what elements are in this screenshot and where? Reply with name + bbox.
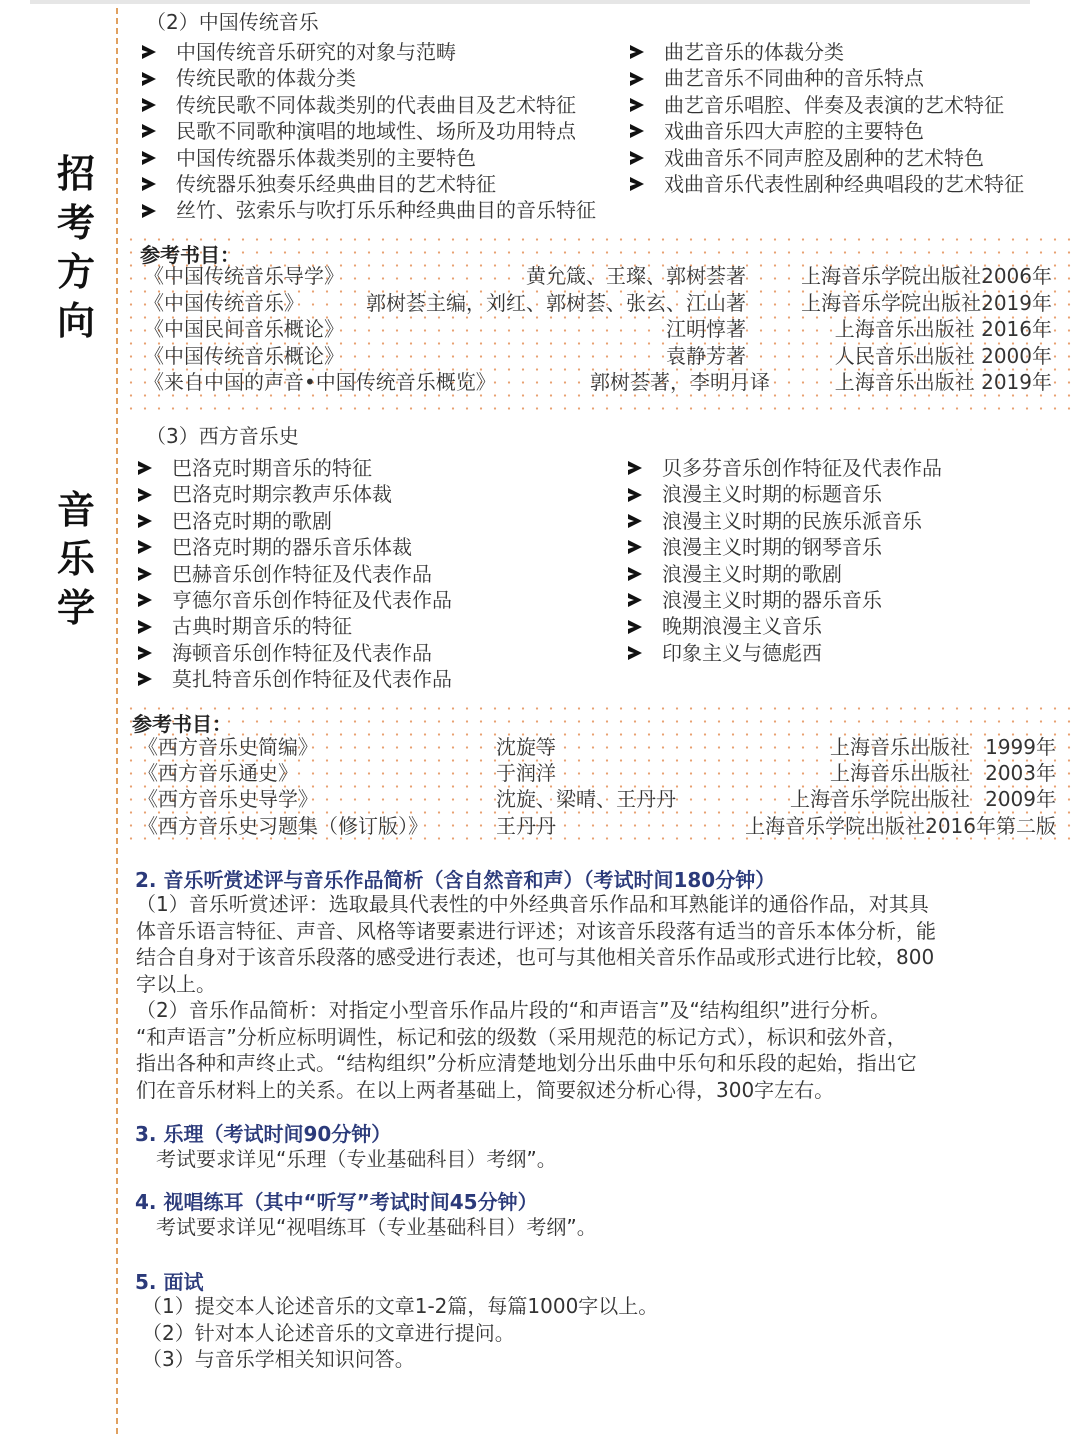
list-item xyxy=(138,640,452,666)
arrow-bullet-icon xyxy=(142,177,156,191)
list-item-text: 巴洛克时期的器乐音乐体裁 xyxy=(172,535,412,560)
list-item xyxy=(138,534,452,560)
list-item xyxy=(142,92,596,118)
arrow-bullet-icon xyxy=(138,461,152,475)
list-item-text: 晚期浪漫主义音乐 xyxy=(662,614,822,639)
list-item xyxy=(630,92,1024,118)
reference-author: 于润洋 xyxy=(496,761,556,786)
list-item-text: 戏曲音乐代表性剧种经典唱段的艺术特征 xyxy=(664,172,1024,197)
arrow-bullet-icon xyxy=(630,45,644,59)
list-item-text: 传统器乐独奏乐经典曲目的艺术特征 xyxy=(176,172,496,197)
list-item-text: 曲艺音乐的体裁分类 xyxy=(664,40,844,64)
list-item-text: 浪漫主义时期的歌剧 xyxy=(662,561,842,586)
arrow-bullet-icon xyxy=(138,672,152,686)
section-5-body xyxy=(142,1293,658,1373)
section-4-heading: 4. 视唱练耳（其中“听写”考试时间45分钟） xyxy=(135,1190,538,1214)
paragraph-line: （1）提交本人论述音乐的文章1-2篇，每篇1000字以上。 xyxy=(142,1294,659,1318)
reference-publisher: 上海音乐学院出版社2006年 xyxy=(801,264,1052,288)
section-title-western: （3）西方音乐史 xyxy=(146,424,299,448)
list-item-text: 传统民歌的体裁分类 xyxy=(176,66,356,91)
list-item-text: 中国传统音乐研究的对象与范畴 xyxy=(176,40,456,64)
western-right-list xyxy=(628,455,942,666)
arrow-bullet-icon xyxy=(628,514,642,528)
reference-publisher: 上海音乐出版社 2019年 xyxy=(834,370,1052,395)
arrow-bullet-icon xyxy=(138,514,152,528)
reference-title: 《中国传统音乐概论》 xyxy=(144,343,344,368)
list-item-text: 浪漫主义时期的钢琴音乐 xyxy=(662,535,882,560)
list-item xyxy=(628,640,942,666)
list-item-text: 浪漫主义时期的器乐音乐 xyxy=(662,588,882,613)
references-label: 参考书目： xyxy=(140,243,240,267)
list-item xyxy=(628,561,942,587)
list-item xyxy=(142,197,596,223)
list-item xyxy=(630,65,1024,91)
reference-author: 袁静芳著 xyxy=(666,343,746,368)
arrow-bullet-icon xyxy=(142,124,156,138)
reference-author: 郭树荟主编，刘红、郭树荟、张玄、江山著 xyxy=(366,290,746,315)
arrow-bullet-icon xyxy=(142,72,156,86)
list-item-text: 印象主义与德彪西 xyxy=(662,640,822,665)
list-item xyxy=(628,534,942,560)
dashed-divider xyxy=(116,8,118,1434)
arrow-bullet-icon xyxy=(138,540,152,554)
list-item-text: 古典时期音乐的特征 xyxy=(172,614,352,639)
reference-title: 《西方音乐史导学》 xyxy=(138,787,318,812)
chinese-references-box xyxy=(124,233,1080,413)
reference-title: 《西方音乐史简编》 xyxy=(138,735,318,759)
reference-title: 《中国传统音乐导学》 xyxy=(144,264,344,288)
arrow-bullet-icon xyxy=(142,151,156,165)
paragraph-line: 体音乐语言特征、声音、风格等诸要素进行评述；对该音乐段落有适当的音乐本体分析，能 xyxy=(136,918,936,943)
arrow-bullet-icon xyxy=(138,646,152,660)
list-item xyxy=(142,171,596,197)
paragraph-line: “和声语言”分析应标明调性，标记和弦的级数（采用规范的标记方式），标识和弦外音， xyxy=(136,1024,907,1049)
section-3-heading: 3. 乐理（考试时间90分钟） xyxy=(135,1122,392,1146)
arrow-bullet-icon xyxy=(142,45,156,59)
references-label: 参考书目： xyxy=(132,712,232,736)
arrow-bullet-icon xyxy=(628,620,642,634)
list-item xyxy=(138,587,452,613)
arrow-bullet-icon xyxy=(628,540,642,554)
section-4-text: 考试要求详见“视唱练耳（专业基础科目）考纲”。 xyxy=(156,1215,597,1239)
list-item xyxy=(138,613,452,639)
list-item xyxy=(142,65,596,91)
list-item xyxy=(138,666,452,692)
section-title-chinese: （2）中国传统音乐 xyxy=(146,10,319,34)
reference-year: 2009年 xyxy=(985,787,1056,812)
arrow-bullet-icon xyxy=(628,488,642,502)
arrow-bullet-icon xyxy=(142,98,156,112)
chinese-right-list xyxy=(630,39,1024,197)
list-item xyxy=(630,145,1024,171)
list-item-text: 浪漫主义时期的民族乐派音乐 xyxy=(662,508,922,533)
list-item xyxy=(138,561,452,587)
list-item xyxy=(142,145,596,171)
arrow-bullet-icon xyxy=(138,488,152,502)
side-label-major xyxy=(54,486,98,633)
list-item-text: 传统民歌不同体裁类别的代表曲目及艺术特征 xyxy=(176,92,576,117)
top-edge-shadow xyxy=(30,0,1030,4)
arrow-bullet-icon xyxy=(630,124,644,138)
reference-title: 《西方音乐史习题集（修订版）》 xyxy=(138,813,428,838)
list-item xyxy=(630,171,1024,197)
reference-author: 沈旋等 xyxy=(496,735,556,759)
section-2-body xyxy=(136,891,936,1103)
arrow-bullet-icon xyxy=(628,646,642,660)
reference-year: 2003年 xyxy=(985,761,1056,786)
arrow-bullet-icon xyxy=(630,151,644,165)
paragraph-line: 结合自身对于该音乐段落的感受进行表述，也可与其他相关音乐作品或形式进行比较，800 xyxy=(136,945,935,969)
reference-title: 《西方音乐通史》 xyxy=(138,761,298,786)
paragraph-line: （1）音乐听赏述评：选取最具代表性的中外经典音乐作品和耳熟能详的通俗作品，对其具 xyxy=(136,892,929,916)
reference-title: 《来自中国的声音•中国传统音乐概览》 xyxy=(144,370,496,395)
list-item-text: 贝多芬音乐创作特征及代表作品 xyxy=(662,456,942,480)
paragraph-line: （2）针对本人论述音乐的文章进行提问。 xyxy=(142,1320,515,1345)
reference-year: 1999年 xyxy=(985,735,1056,759)
reference-author: 江明惇著 xyxy=(666,317,746,342)
list-item-text: 戏曲音乐不同声腔及剧种的艺术特色 xyxy=(664,145,984,170)
list-item-text: 海顿音乐创作特征及代表作品 xyxy=(172,640,432,665)
reference-publisher: 上海音乐学院出版社2016年第二版 xyxy=(745,813,1056,838)
list-item xyxy=(630,39,1024,65)
arrow-bullet-icon xyxy=(628,461,642,475)
reference-author: 郭树荟著，李明月译 xyxy=(590,370,770,395)
list-item-text: 民歌不同歌种演唱的地域性、场所及功用特点 xyxy=(176,119,576,144)
list-item xyxy=(138,508,452,534)
section-3-text: 考试要求详见“乐理（专业基础科目）考纲”。 xyxy=(156,1147,557,1171)
arrow-bullet-icon xyxy=(628,567,642,581)
side-label-major-text: 音 乐 学 xyxy=(56,488,95,630)
reference-author: 沈旋、梁晴、王丹丹 xyxy=(496,787,676,812)
reference-author: 王丹丹 xyxy=(496,813,556,838)
list-item xyxy=(138,481,452,507)
reference-publisher: 上海音乐学院出版社2019年 xyxy=(801,290,1052,315)
side-label-direction-text: 招 考 方 向 xyxy=(56,152,95,343)
reference-publisher: 上海音乐出版社 2016年 xyxy=(834,317,1052,342)
list-item xyxy=(628,455,942,481)
section-2-heading: 2. 音乐听赏述评与音乐作品简析（含自然音和声）（考试时间180分钟） xyxy=(135,868,776,892)
arrow-bullet-icon xyxy=(142,204,156,218)
paragraph-line: 指出各种和声终止式。“结构组织”分析应清楚地划分出乐曲中乐句和乐段的起始，指出它 xyxy=(136,1051,917,1075)
arrow-bullet-icon xyxy=(630,177,644,191)
reference-title: 《中国民间音乐概论》 xyxy=(144,317,344,342)
reference-publisher: 上海音乐出版社 xyxy=(830,761,970,786)
side-label-direction xyxy=(54,150,98,346)
list-item-text: 戏曲音乐四大声腔的主要特色 xyxy=(664,119,924,144)
arrow-bullet-icon xyxy=(138,620,152,634)
paragraph-line: （3）与音乐学相关知识问答。 xyxy=(142,1347,415,1371)
list-item-text: 亨德尔音乐创作特征及代表作品 xyxy=(172,588,452,613)
list-item-text: 曲艺音乐不同曲种的音乐特点 xyxy=(664,66,924,91)
paragraph-line: 字以上。 xyxy=(136,971,216,996)
list-item xyxy=(628,587,942,613)
list-item-text: 巴洛克时期音乐的特征 xyxy=(172,456,372,480)
arrow-bullet-icon xyxy=(628,593,642,607)
reference-publisher: 人民音乐出版社 2000年 xyxy=(834,343,1052,368)
western-references-box xyxy=(124,702,1080,848)
arrow-bullet-icon xyxy=(630,98,644,112)
list-item-text: 巴赫音乐创作特征及代表作品 xyxy=(172,561,432,586)
arrow-bullet-icon xyxy=(630,72,644,86)
list-item-text: 巴洛克时期宗教声乐体裁 xyxy=(172,482,392,507)
reference-publisher: 上海音乐学院出版社 xyxy=(790,787,970,812)
list-item xyxy=(628,481,942,507)
western-left-list xyxy=(138,455,452,693)
list-item-text: 浪漫主义时期的标题音乐 xyxy=(662,482,882,507)
list-item xyxy=(630,118,1024,144)
section-5-heading: 5. 面试 xyxy=(135,1270,204,1294)
reference-title: 《中国传统音乐》 xyxy=(144,290,304,315)
list-item xyxy=(138,455,452,481)
paragraph-line: （2）音乐作品简析：对指定小型音乐作品片段的“和声语言”及“结构组织”进行分析。 xyxy=(136,998,891,1022)
list-item xyxy=(142,39,596,65)
list-item-text: 巴洛克时期的歌剧 xyxy=(172,508,332,533)
list-item-text: 曲艺音乐唱腔、伴奏及表演的艺术特征 xyxy=(664,92,1004,117)
list-item xyxy=(628,508,942,534)
chinese-left-list xyxy=(142,39,596,224)
reference-publisher: 上海音乐出版社 xyxy=(830,735,970,759)
paragraph-line: 们在音乐材料上的关系。在以上两者基础上，简要叙述分析心得，300字左右。 xyxy=(136,1077,835,1102)
arrow-bullet-icon xyxy=(138,567,152,581)
list-item-text: 丝竹、弦索乐与吹打乐乐种经典曲目的音乐特征 xyxy=(176,198,596,223)
list-item xyxy=(628,613,942,639)
arrow-bullet-icon xyxy=(138,593,152,607)
list-item xyxy=(142,118,596,144)
list-item-text: 中国传统器乐体裁类别的主要特色 xyxy=(176,145,476,170)
reference-author: 黄允箴、王璨、郭树荟著 xyxy=(526,264,746,288)
list-item-text: 莫扎特音乐创作特征及代表作品 xyxy=(172,667,452,692)
